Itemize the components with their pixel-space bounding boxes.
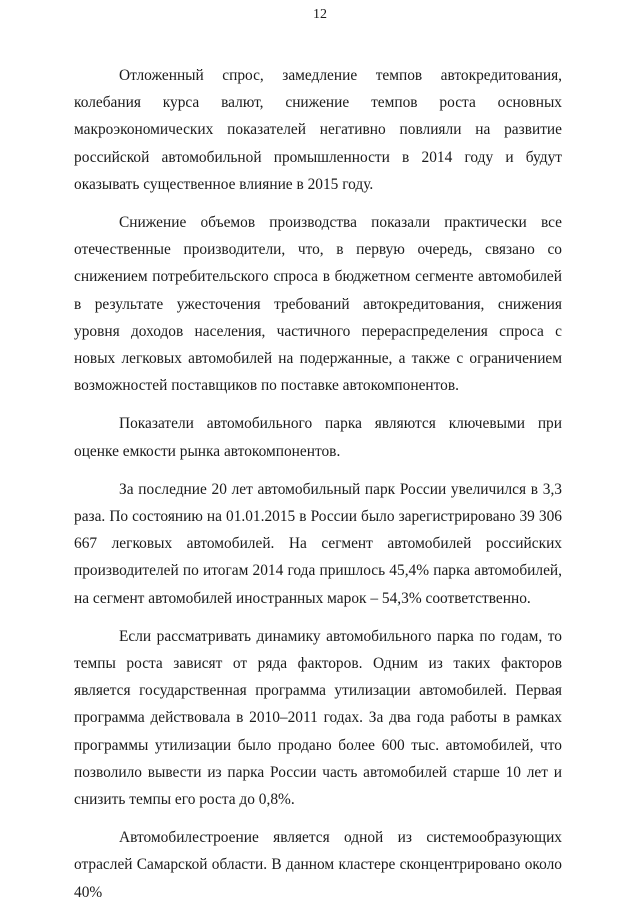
paragraph-4: За последние 20 лет автомобильный парк России увеличился в 3,3 раза. По состоянию на 01.01.2015 в России было зарегистрировано 39 306 667 легковых автомобилей. На сегмент автомобилей российских производителей по итогам 2014 года пришлось 45,4% парка автомобилей, на сегмент автомобилей иностранных марок – 54,3% соответственно. [74,480,562,607]
document-body [74,62,562,906]
paragraph-6: Автомобилестроение является одной из системообразующих отраслей Самарской области. В данном кластере сконцентрировано около 40% [74,829,562,901]
paragraph-3: Показатели автомобильного парка являются ключевыми при оценке емкости рынка автокомпонентов. [74,415,562,460]
paragraph-1: Отложенный спрос, замедление темпов автокредитования, колебания курса валют, снижение темпов роста основных макроэкономических показателей негативно повлияли на развитие российской автомобильной промышленности в 2014 году и будут оказывать существенное влияние в 2015 году. [74,67,562,193]
paragraph-2: Снижение объемов производства показали практически все отечественные производители, что, в первую очередь, связано со снижением потребительского спроса в бюджетном сегменте автомобилей в результате ужесточения требований автокредитования, снижения уровня доходов населения, частичного перераспределения спроса с новых легковых автомобилей на подержанные, а также с ограничением возможностей поставщиков по поставке автокомпонентов. [74,214,562,395]
paragraph-5: Если рассматривать динамику автомобильного парка по годам, то темпы роста зависят от ряда факторов. Одним из таких факторов является государственная программа утилизации автомобилей. Первая программа действовала в 2010–2011 годах. За два года работы в рамках программы утилизации было продано более 600 тыс. автомобилей, что позволило вывести из парка России часть автомобилей старше 10 лет и снизить темпы его роста до 0,8%. [74,627,562,809]
page-number: 12 [313,7,327,22]
